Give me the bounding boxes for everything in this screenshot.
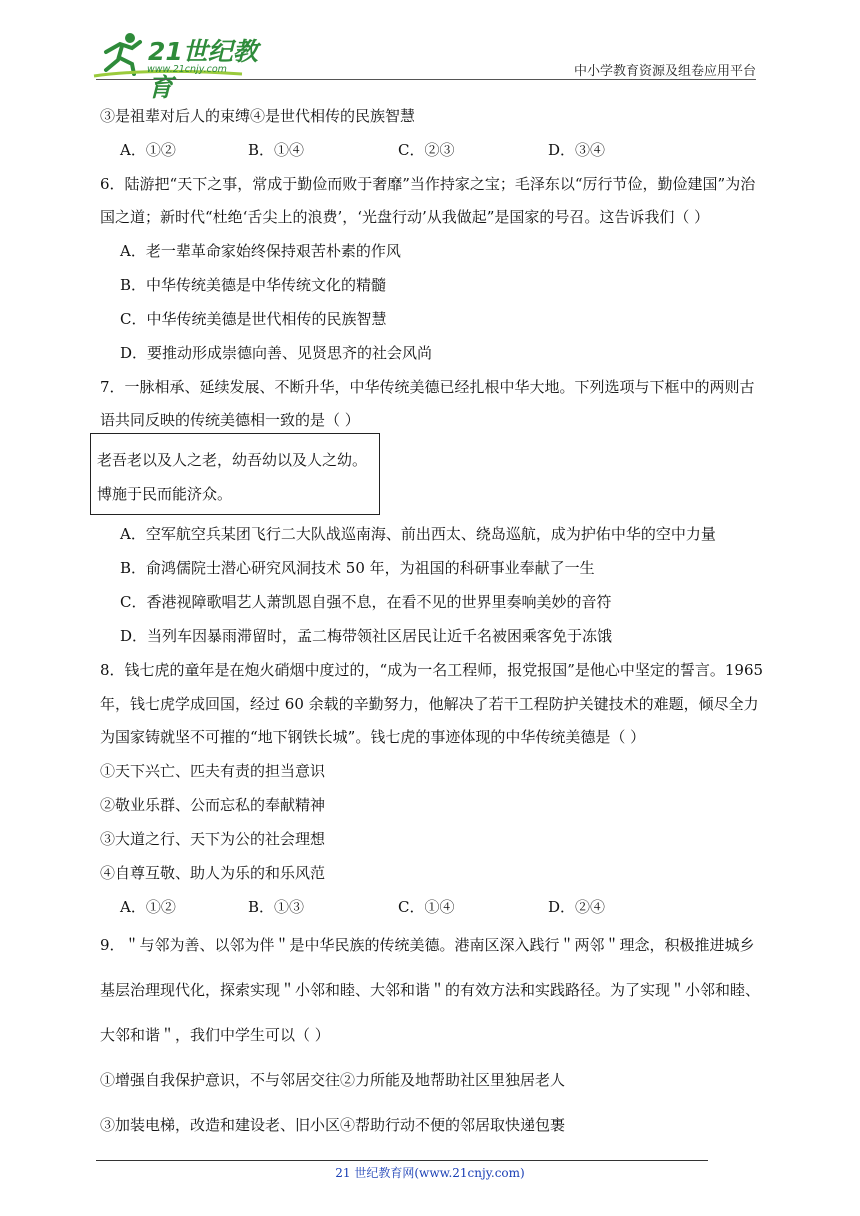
q8-option-c[interactable]: C．①④ bbox=[398, 898, 455, 916]
quote-line2: 博施于民而能济众。 bbox=[97, 485, 233, 503]
footer-link[interactable]: 21 世纪教育网(www.21cnjy.com) bbox=[335, 1166, 525, 1180]
q6-stem-line1: 6．陆游把“天下之事，常成于勤俭而败于奢靡”当作持家之宝；毛泽东以“厉行节俭，勤俭建国”为治 bbox=[100, 175, 756, 193]
q8-stem-line1: 8．钱七虎的童年是在炮火硝烟中度过的，“成为一名工程师，报党报国”是他心中坚定的誓言。1965 bbox=[100, 661, 764, 679]
q8-stem-line2: 年，钱七虎学成回国，经过 60 余载的辛勤努力，他解决了若干工程防护关键技术的难题，倾尽全力 bbox=[100, 695, 759, 713]
q9-stem-line2: 基层治理现代化，探索实现＂小邻和睦、大邻和谐＂的有效方法和实践路径。为了实现＂小邻和睦、 bbox=[100, 981, 761, 999]
q7-option-b[interactable]: B．俞鸿儒院士潜心研究风洞技术 50 年，为祖国的科研事业奉献了一生 bbox=[120, 559, 595, 577]
q6-option-b[interactable]: B．中华传统美德是中华传统文化的精髓 bbox=[120, 276, 387, 294]
q7-option-c[interactable]: C．香港视障歌唱艺人萧凯恩自强不息，在看不见的世界里奏响美妙的音符 bbox=[120, 593, 612, 611]
q9-stem-line3: 大邻和谐＂，我们中学生可以（ ） bbox=[100, 1026, 330, 1044]
q8-stem-line3: 为国家铸就坚不可摧的“地下钢铁长城”。钱七虎的事迹体现的中华传统美德是（ ） bbox=[100, 728, 646, 746]
header-divider bbox=[96, 79, 756, 80]
q8-item-2: ②敬业乐群、公而忘私的奉献精神 bbox=[100, 796, 326, 814]
q6-option-c[interactable]: C．中华传统美德是世代相传的民族智慧 bbox=[120, 310, 387, 328]
page-header bbox=[0, 0, 860, 102]
q7-stem-line2: 语共同反映的传统美德相一致的是（ ） bbox=[100, 411, 360, 429]
q9-items-line1: ①增强自我保护意识，不与邻居交往②力所能及地帮助社区里独居老人 bbox=[100, 1071, 566, 1089]
q7-option-d[interactable]: D．当列车因暴雨滞留时，孟二梅带领社区居民让近千名被困乘客免于冻饿 bbox=[120, 627, 613, 645]
q7-option-a[interactable]: A．空军航空兵某团飞行二大队战巡南海、前出西太、绕岛巡航，成为护佑中华的空中力量 bbox=[120, 525, 716, 543]
q6-option-a[interactable]: A．老一辈革命家始终保持艰苦朴素的作风 bbox=[120, 242, 401, 260]
q5-option-c[interactable]: C．②③ bbox=[398, 141, 455, 159]
q6-stem-line2: 国之道；新时代“杜绝‘舌尖上的浪费’，‘光盘行动’从我做起”是国家的号召。这告诉我们（ ） bbox=[100, 208, 710, 226]
q8-option-d[interactable]: D．②④ bbox=[548, 898, 606, 916]
q5-option-b[interactable]: B．①④ bbox=[248, 141, 305, 159]
q8-item-4: ④自尊互敬、助人为乐的和乐风范 bbox=[100, 864, 326, 882]
q5-statement: ③是祖辈对后人的束缚④是世代相传的民族智慧 bbox=[100, 107, 416, 125]
q5-option-d[interactable]: D．③④ bbox=[548, 141, 606, 159]
q7-stem-line1: 7．一脉相承、延续发展、不断升华，中华传统美德已经扎根中华大地。下列选项与下框中的两则古 bbox=[100, 378, 755, 396]
logo-text: 21世纪教育 bbox=[148, 37, 258, 102]
q9-items-line2: ③加装电梯，改造和建设老、旧小区④帮助行动不便的邻居取快递包裹 bbox=[100, 1116, 566, 1134]
q6-option-d[interactable]: D．要推动形成崇德向善、见贤思齐的社会风尚 bbox=[120, 344, 433, 362]
logo-url: www.21cnjy.com bbox=[147, 64, 227, 75]
platform-title: 中小学教育资源及组卷应用平台 bbox=[573, 64, 756, 79]
q8-item-3: ③大道之行、天下为公的社会理想 bbox=[100, 830, 326, 848]
q8-item-1: ①天下兴亡、匹夫有责的担当意识 bbox=[100, 762, 326, 780]
site-logo[interactable] bbox=[92, 30, 262, 102]
quote-line1: 老吾老以及人之老，幼吾幼以及人之幼。 bbox=[97, 451, 368, 469]
q8-option-a[interactable]: A．①② bbox=[120, 898, 176, 916]
q9-stem-line1: 9．＂与邻为善、以邻为伴＂是中华民族的传统美德。港南区深入践行＂两邻＂理念，积极推进城乡 bbox=[100, 936, 755, 954]
q5-option-a[interactable]: A．①② bbox=[120, 141, 176, 159]
footer-divider bbox=[96, 1160, 708, 1161]
q8-option-b[interactable]: B．①③ bbox=[248, 898, 305, 916]
